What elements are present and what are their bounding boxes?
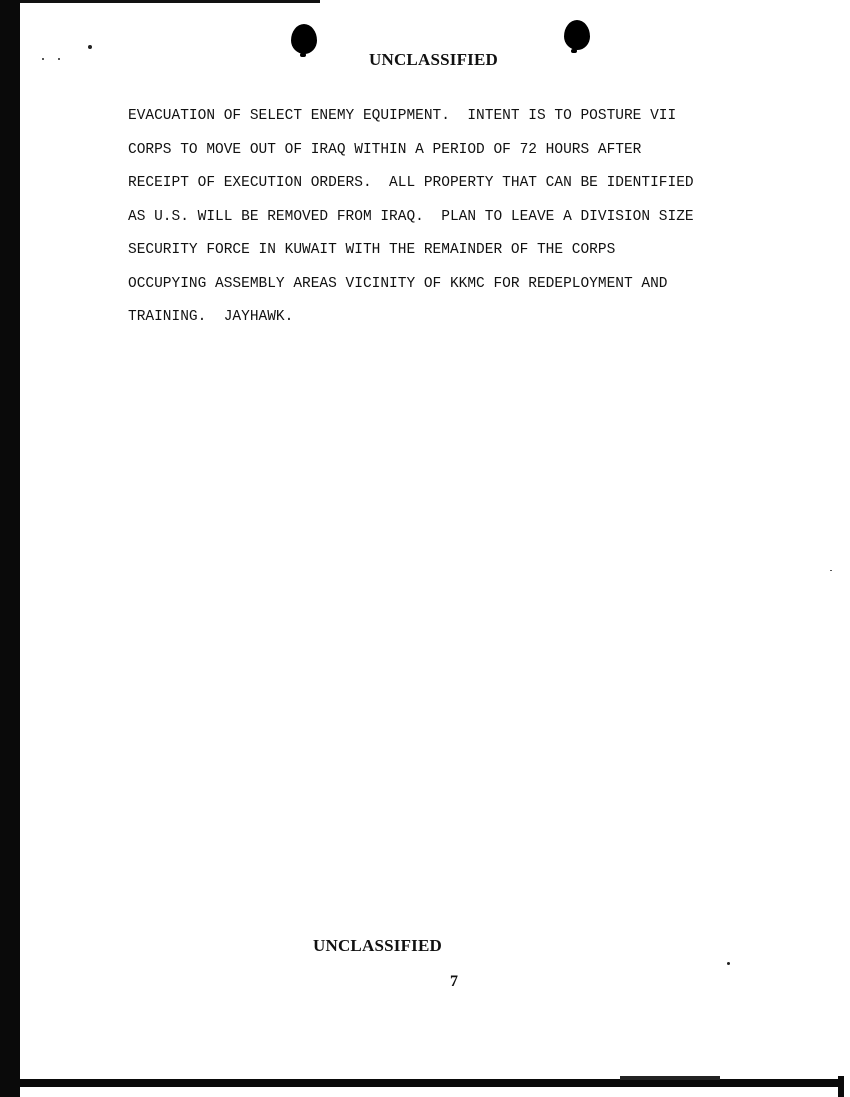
punch-hole-right-tail [571,49,577,53]
scan-speck [727,962,730,965]
punch-hole-left [291,24,317,54]
scan-speck [88,45,92,49]
body-line: TRAINING. JAYHAWK. [128,309,294,325]
header-classification-marking: UNCLASSIFIED [369,50,498,69]
body-line: EVACUATION OF SELECT ENEMY EQUIPMENT. INTENT IS TO POSTURE VII [128,108,677,124]
scan-right-edge [838,1076,844,1097]
scan-speck [830,570,832,571]
page-number: 7 [450,973,458,990]
punch-hole-right [564,20,590,50]
punch-hole-left-tail [300,53,306,57]
body-line: RECEIPT OF EXECUTION ORDERS. ALL PROPERTY THAT CAN BE IDENTIFIED [128,175,694,191]
footer-classification-marking: UNCLASSIFIED [313,936,442,955]
body-line: SECURITY FORCE IN KUWAIT WITH THE REMAINDER OF THE CORPS [128,242,616,258]
document-body [128,100,818,335]
scan-left-border [0,0,20,1097]
scan-top-rule [20,0,320,3]
scan-bottom-mark [620,1076,720,1080]
body-line: AS U.S. WILL BE REMOVED FROM IRAQ. PLAN TO LEAVE A DIVISION SIZE [128,208,694,225]
scan-speck [42,58,44,60]
scan-speck [58,58,60,60]
body-line: CORPS TO MOVE OUT OF IRAQ WITHIN A PERIOD OF 72 HOURS AFTER [128,141,642,158]
scan-bottom-border [0,1079,842,1087]
body-line: OCCUPYING ASSEMBLY AREAS VICINITY OF KKMC FOR REDEPLOYMENT AND [128,275,668,292]
